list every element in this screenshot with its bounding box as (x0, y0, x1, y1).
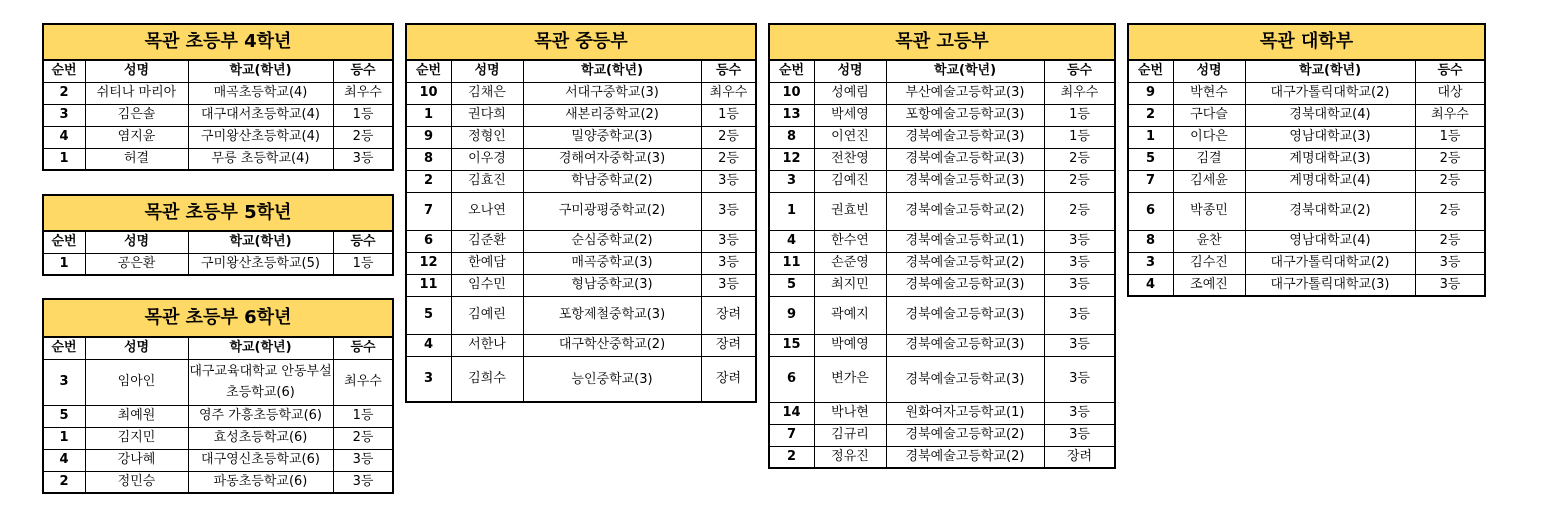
row-name: 박종민 (1173, 192, 1245, 230)
row-name: 허결 (85, 148, 188, 170)
row-number: 9 (406, 126, 451, 148)
row-number: 11 (406, 274, 451, 296)
row-school: 영주 가흥초등학교(6) (188, 405, 333, 427)
table-title: 목관 초등부 4학년 (43, 24, 393, 60)
row-rank: 2등 (701, 126, 756, 148)
col-header-school: 학교(학년) (188, 231, 333, 253)
results-table-elem6 (42, 298, 394, 494)
row-school: 대구학산중학교(2) (523, 334, 701, 356)
col-header-no: 순번 (43, 231, 85, 253)
row-number: 4 (769, 230, 814, 252)
table-row (769, 274, 1115, 296)
col-header-rank: 등수 (701, 60, 756, 82)
row-number: 6 (406, 230, 451, 252)
row-number: 1 (769, 192, 814, 230)
row-rank: 장려 (701, 356, 756, 402)
table-row (769, 230, 1115, 252)
table-title: 목관 초등부 5학년 (43, 195, 393, 231)
row-rank: 2등 (701, 148, 756, 170)
col-header-no: 순번 (1128, 60, 1173, 82)
row-school: 경북예술고등학교(3) (886, 356, 1044, 402)
row-rank: 최우수 (333, 82, 393, 104)
row-name: 강나혜 (85, 449, 188, 471)
row-school: 무릉 초등학교(4) (188, 148, 333, 170)
table-row (769, 296, 1115, 334)
row-rank: 장려 (701, 334, 756, 356)
col-header-school: 학교(학년) (1245, 60, 1415, 82)
row-name: 구다슬 (1173, 104, 1245, 126)
row-name: 김예진 (814, 170, 886, 192)
row-school: 대구대서초등학교(4) (188, 104, 333, 126)
row-number: 8 (406, 148, 451, 170)
results-table-elem4 (42, 23, 394, 171)
row-name: 전찬영 (814, 148, 886, 170)
col-header-no: 순번 (43, 337, 85, 359)
col-header-rank: 등수 (333, 337, 393, 359)
row-rank: 2등 (1044, 148, 1115, 170)
row-number: 5 (1128, 148, 1173, 170)
row-rank: 3등 (333, 449, 393, 471)
row-school: 대구가톨릭대학교(2) (1245, 252, 1415, 274)
table-title: 목관 고등부 (769, 24, 1115, 60)
row-number: 4 (406, 334, 451, 356)
row-name: 임수민 (451, 274, 523, 296)
row-rank: 최우수 (1044, 82, 1115, 104)
row-school: 경북예술고등학교(2) (886, 446, 1044, 468)
row-rank: 1등 (333, 104, 393, 126)
row-rank: 3등 (1044, 334, 1115, 356)
row-school: 대구교육대학교 안동부설초등학교(6) (188, 359, 333, 405)
row-name: 김수진 (1173, 252, 1245, 274)
row-name: 김세윤 (1173, 170, 1245, 192)
table-title: 목관 초등부 6학년 (43, 299, 393, 337)
row-name: 정형인 (451, 126, 523, 148)
table-row (1128, 126, 1485, 148)
row-name: 김예린 (451, 296, 523, 334)
row-school: 형남중학교(3) (523, 274, 701, 296)
row-name: 한수연 (814, 230, 886, 252)
row-name: 김은솔 (85, 104, 188, 126)
row-rank: 3등 (1044, 402, 1115, 424)
table-row (406, 170, 756, 192)
row-number: 13 (769, 104, 814, 126)
row-rank: 2등 (1044, 192, 1115, 230)
row-rank: 장려 (701, 296, 756, 334)
row-name: 손준영 (814, 252, 886, 274)
table-row (769, 192, 1115, 230)
row-number: 11 (769, 252, 814, 274)
row-name: 김지민 (85, 427, 188, 449)
row-rank: 3등 (1044, 252, 1115, 274)
row-school: 경북예술고등학교(3) (886, 148, 1044, 170)
row-school: 부산예술고등학교(3) (886, 82, 1044, 104)
row-rank: 2등 (1415, 170, 1485, 192)
table-row (406, 356, 756, 402)
row-rank: 3등 (1415, 274, 1485, 296)
row-rank: 대상 (1415, 82, 1485, 104)
col-header-rank: 등수 (1415, 60, 1485, 82)
row-number: 3 (1128, 252, 1173, 274)
table-row (1128, 148, 1485, 170)
results-table-middle (405, 23, 757, 403)
table-row (406, 252, 756, 274)
row-rank: 1등 (333, 253, 393, 275)
row-name: 변가은 (814, 356, 886, 402)
row-number: 7 (406, 192, 451, 230)
row-name: 오나연 (451, 192, 523, 230)
row-number: 1 (1128, 126, 1173, 148)
row-number: 2 (43, 82, 85, 104)
table-row (769, 424, 1115, 446)
col-header-name: 성명 (1173, 60, 1245, 82)
row-number: 5 (406, 296, 451, 334)
row-number: 4 (1128, 274, 1173, 296)
row-school: 경해여자중학교(3) (523, 148, 701, 170)
row-rank: 3등 (1415, 252, 1485, 274)
row-rank: 1등 (701, 104, 756, 126)
table-row (769, 402, 1115, 424)
row-name: 정민승 (85, 471, 188, 493)
col-header-no: 순번 (406, 60, 451, 82)
row-rank: 3등 (701, 274, 756, 296)
row-name: 최지민 (814, 274, 886, 296)
row-school: 구미광평중학교(2) (523, 192, 701, 230)
row-rank: 1등 (1044, 126, 1115, 148)
row-school: 경북예술고등학교(2) (886, 424, 1044, 446)
col-header-school: 학교(학년) (188, 337, 333, 359)
table-row (406, 82, 756, 104)
table-row (769, 170, 1115, 192)
row-school: 포항예술고등학교(3) (886, 104, 1044, 126)
row-rank: 3등 (333, 148, 393, 170)
row-name: 김준환 (451, 230, 523, 252)
row-school: 경북예술고등학교(3) (886, 126, 1044, 148)
row-school: 계명대학교(3) (1245, 148, 1415, 170)
row-name: 이연진 (814, 126, 886, 148)
row-number: 2 (406, 170, 451, 192)
row-school: 학남중학교(2) (523, 170, 701, 192)
table-row (43, 471, 393, 493)
table-row (769, 104, 1115, 126)
col-header-name: 성명 (85, 60, 188, 82)
row-school: 경북예술고등학교(2) (886, 192, 1044, 230)
row-number: 1 (43, 427, 85, 449)
row-number: 15 (769, 334, 814, 356)
row-name: 윤찬 (1173, 230, 1245, 252)
table-row (43, 449, 393, 471)
table-row (43, 359, 393, 405)
row-school: 포항제철중학교(3) (523, 296, 701, 334)
row-school: 순심중학교(2) (523, 230, 701, 252)
row-number: 1 (43, 148, 85, 170)
row-rank: 2등 (1044, 170, 1115, 192)
table-row (1128, 170, 1485, 192)
row-name: 박세영 (814, 104, 886, 126)
table-row (43, 253, 393, 275)
row-rank: 최우수 (333, 359, 393, 405)
row-name: 이우경 (451, 148, 523, 170)
row-school: 영남대학교(3) (1245, 126, 1415, 148)
table-row (769, 148, 1115, 170)
table-row (1128, 274, 1485, 296)
row-school: 경북예술고등학교(1) (886, 230, 1044, 252)
row-name: 조예진 (1173, 274, 1245, 296)
row-name: 박현수 (1173, 82, 1245, 104)
col-header-rank: 등수 (333, 231, 393, 253)
row-number: 7 (769, 424, 814, 446)
row-rank: 3등 (1044, 424, 1115, 446)
row-school: 새본리중학교(2) (523, 104, 701, 126)
row-rank: 3등 (1044, 356, 1115, 402)
row-name: 염지윤 (85, 126, 188, 148)
row-rank: 3등 (1044, 230, 1115, 252)
row-rank: 2등 (1415, 148, 1485, 170)
col-header-school: 학교(학년) (188, 60, 333, 82)
table-row (43, 148, 393, 170)
row-number: 4 (43, 449, 85, 471)
row-number: 5 (43, 405, 85, 427)
row-rank: 1등 (1044, 104, 1115, 126)
row-number: 14 (769, 402, 814, 424)
col-header-rank: 등수 (1044, 60, 1115, 82)
table-row (769, 252, 1115, 274)
table-row (406, 274, 756, 296)
row-name: 김결 (1173, 148, 1245, 170)
row-school: 경북예술고등학교(2) (886, 252, 1044, 274)
row-number: 10 (769, 82, 814, 104)
row-number: 3 (406, 356, 451, 402)
row-school: 경북예술고등학교(3) (886, 334, 1044, 356)
row-number: 6 (769, 356, 814, 402)
table-row (769, 82, 1115, 104)
row-number: 8 (769, 126, 814, 148)
col-header-name: 성명 (451, 60, 523, 82)
col-header-no: 순번 (43, 60, 85, 82)
row-name: 쉬티나 마리아 (85, 82, 188, 104)
row-school: 구미왕산초등학교(5) (188, 253, 333, 275)
row-number: 12 (406, 252, 451, 274)
table-row (406, 192, 756, 230)
row-name: 공은환 (85, 253, 188, 275)
row-rank: 3등 (1044, 296, 1115, 334)
row-school: 효성초등학교(6) (188, 427, 333, 449)
row-name: 곽예지 (814, 296, 886, 334)
row-name: 최예원 (85, 405, 188, 427)
row-rank: 3등 (333, 471, 393, 493)
col-header-school: 학교(학년) (886, 60, 1044, 82)
row-number: 2 (1128, 104, 1173, 126)
row-school: 구미왕산초등학교(4) (188, 126, 333, 148)
table-row (769, 126, 1115, 148)
row-number: 2 (769, 446, 814, 468)
row-rank: 3등 (701, 230, 756, 252)
table-row (43, 405, 393, 427)
row-school: 파동초등학교(6) (188, 471, 333, 493)
row-number: 2 (43, 471, 85, 493)
row-rank: 1등 (333, 405, 393, 427)
row-school: 매곡중학교(3) (523, 252, 701, 274)
row-name: 임아인 (85, 359, 188, 405)
row-name: 한예담 (451, 252, 523, 274)
row-name: 권효빈 (814, 192, 886, 230)
row-number: 3 (43, 359, 85, 405)
row-name: 권다희 (451, 104, 523, 126)
row-school: 능인중학교(3) (523, 356, 701, 402)
table-row (1128, 230, 1485, 252)
row-school: 계명대학교(4) (1245, 170, 1415, 192)
table-row (43, 427, 393, 449)
row-name: 이다은 (1173, 126, 1245, 148)
row-rank: 2등 (1415, 192, 1485, 230)
results-table-high (768, 23, 1116, 469)
table-row (406, 126, 756, 148)
table-title: 목관 대학부 (1128, 24, 1485, 60)
table-row (1128, 192, 1485, 230)
row-name: 박예영 (814, 334, 886, 356)
results-table-elem5 (42, 194, 394, 276)
row-school: 원화여자고등학교(1) (886, 402, 1044, 424)
table-row (406, 230, 756, 252)
row-number: 1 (406, 104, 451, 126)
row-school: 밀양중학교(3) (523, 126, 701, 148)
col-header-name: 성명 (85, 231, 188, 253)
row-rank: 1등 (1415, 126, 1485, 148)
row-rank: 3등 (701, 252, 756, 274)
row-number: 7 (1128, 170, 1173, 192)
row-number: 5 (769, 274, 814, 296)
row-name: 김효진 (451, 170, 523, 192)
row-rank: 2등 (1415, 230, 1485, 252)
row-rank: 3등 (701, 170, 756, 192)
row-rank: 최우수 (701, 82, 756, 104)
table-row (769, 334, 1115, 356)
row-rank: 장려 (1044, 446, 1115, 468)
col-header-name: 성명 (85, 337, 188, 359)
row-school: 경북대학교(2) (1245, 192, 1415, 230)
table-title: 목관 중등부 (406, 24, 756, 60)
row-school: 대구가톨릭대학교(3) (1245, 274, 1415, 296)
row-rank: 2등 (333, 427, 393, 449)
table-row (1128, 104, 1485, 126)
col-header-name: 성명 (814, 60, 886, 82)
row-name: 정유진 (814, 446, 886, 468)
row-number: 10 (406, 82, 451, 104)
row-school: 경북예술고등학교(3) (886, 274, 1044, 296)
row-number: 9 (1128, 82, 1173, 104)
row-school: 매곡초등학교(4) (188, 82, 333, 104)
results-table-university (1127, 23, 1486, 297)
col-header-school: 학교(학년) (523, 60, 701, 82)
row-number: 3 (43, 104, 85, 126)
row-number: 8 (1128, 230, 1173, 252)
row-name: 성예림 (814, 82, 886, 104)
row-rank: 최우수 (1415, 104, 1485, 126)
row-number: 6 (1128, 192, 1173, 230)
col-header-no: 순번 (769, 60, 814, 82)
table-row (43, 126, 393, 148)
table-row (769, 356, 1115, 402)
row-school: 영남대학교(4) (1245, 230, 1415, 252)
table-row (1128, 82, 1485, 104)
row-rank: 3등 (701, 192, 756, 230)
row-rank: 3등 (1044, 274, 1115, 296)
table-row (406, 104, 756, 126)
row-number: 1 (43, 253, 85, 275)
col-header-rank: 등수 (333, 60, 393, 82)
row-school: 경북대학교(4) (1245, 104, 1415, 126)
row-number: 9 (769, 296, 814, 334)
row-rank: 2등 (333, 126, 393, 148)
row-name: 김규리 (814, 424, 886, 446)
row-number: 12 (769, 148, 814, 170)
row-school: 대구영신초등학교(6) (188, 449, 333, 471)
table-row (43, 82, 393, 104)
row-name: 김희수 (451, 356, 523, 402)
table-row (406, 148, 756, 170)
table-row (43, 104, 393, 126)
row-number: 4 (43, 126, 85, 148)
row-school: 대구가톨릭대학교(2) (1245, 82, 1415, 104)
table-row (1128, 252, 1485, 274)
table-row (406, 296, 756, 334)
row-name: 서한나 (451, 334, 523, 356)
table-row (769, 446, 1115, 468)
row-school: 경북예술고등학교(3) (886, 170, 1044, 192)
row-school: 서대구중학교(3) (523, 82, 701, 104)
row-number: 3 (769, 170, 814, 192)
row-name: 박나현 (814, 402, 886, 424)
row-school: 경북예술고등학교(3) (886, 296, 1044, 334)
table-row (406, 334, 756, 356)
row-name: 김채은 (451, 82, 523, 104)
